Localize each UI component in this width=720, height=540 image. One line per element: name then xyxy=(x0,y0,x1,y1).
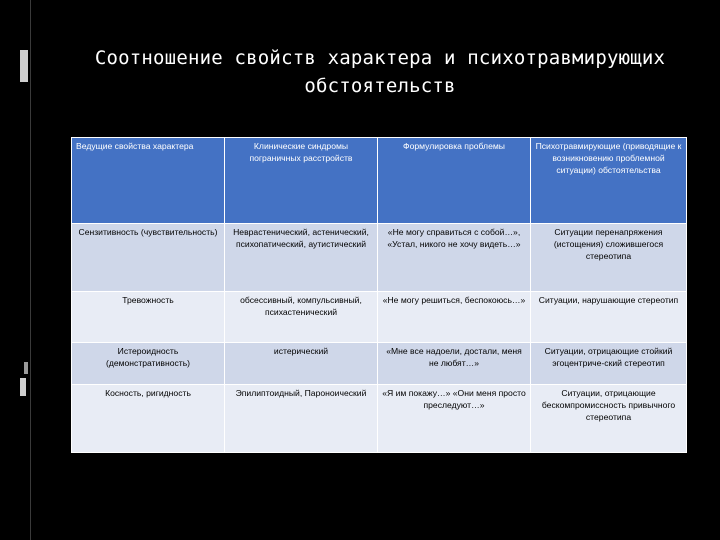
table-cell: Ситуации, отрицающие бескомпромиссность привычного стереотипа xyxy=(531,385,687,453)
table-cell: Косность, ригидность xyxy=(72,385,225,453)
table-row xyxy=(72,224,687,292)
decorative-bar-lower xyxy=(20,378,26,396)
table-cell: Ситуации, отрицающие стойкий эгоцентриче-ский стереотип xyxy=(531,343,687,385)
decorative-bar-small xyxy=(24,362,28,374)
table-row xyxy=(72,343,687,385)
slide-title-line-1: Соотношение свойств характера и психотравмирующих xyxy=(94,47,666,69)
table-cell: «Мне все надоели, достали, меня не любят…» xyxy=(378,343,531,385)
header-traumatic-circumstances: Психотравмирующие (приводящие к возникновению проблемной ситуации) обстоятельства xyxy=(531,138,687,224)
table-cell: обсессивный, компульсивный, психастенический xyxy=(225,292,378,343)
table-row xyxy=(72,385,687,453)
table-cell: «Я им покажу…» «Они меня просто преследуют…» xyxy=(378,385,531,453)
header-problem-statement: Формулировка проблемы xyxy=(378,138,531,224)
header-leading-traits: Ведущие свойства характера xyxy=(72,138,225,224)
table-row xyxy=(72,292,687,343)
slide-title xyxy=(60,44,700,100)
character-traits-table xyxy=(71,137,687,453)
table-cell: Истероидность (демонстративность) xyxy=(72,343,225,385)
table-cell: Неврастенический, астенический, психопатический, аутистический xyxy=(225,224,378,292)
slide-title-line-2: обстоятельств xyxy=(304,75,456,97)
header-clinical-syndromes: Клинические синдромы пограничных расстройств xyxy=(225,138,378,224)
table-header-row xyxy=(72,138,687,224)
table-cell: Сензитивность (чувствительность) xyxy=(72,224,225,292)
table-cell: «Не могу решиться, беспокоюсь…» xyxy=(378,292,531,343)
decorative-bar xyxy=(20,50,28,82)
left-rule-line xyxy=(30,0,31,540)
table-cell: Эпилиптоидный, Пароноический xyxy=(225,385,378,453)
table-cell: Ситуации, нарушающие стереотип xyxy=(531,292,687,343)
table-cell: Ситуации перенапряжения (истощения) сложившегося стереотипа xyxy=(531,224,687,292)
table-cell: истерический xyxy=(225,343,378,385)
table-cell: «Не могу справиться с собой…», «Устал, никого не хочу видеть…» xyxy=(378,224,531,292)
table-cell: Тревожность xyxy=(72,292,225,343)
